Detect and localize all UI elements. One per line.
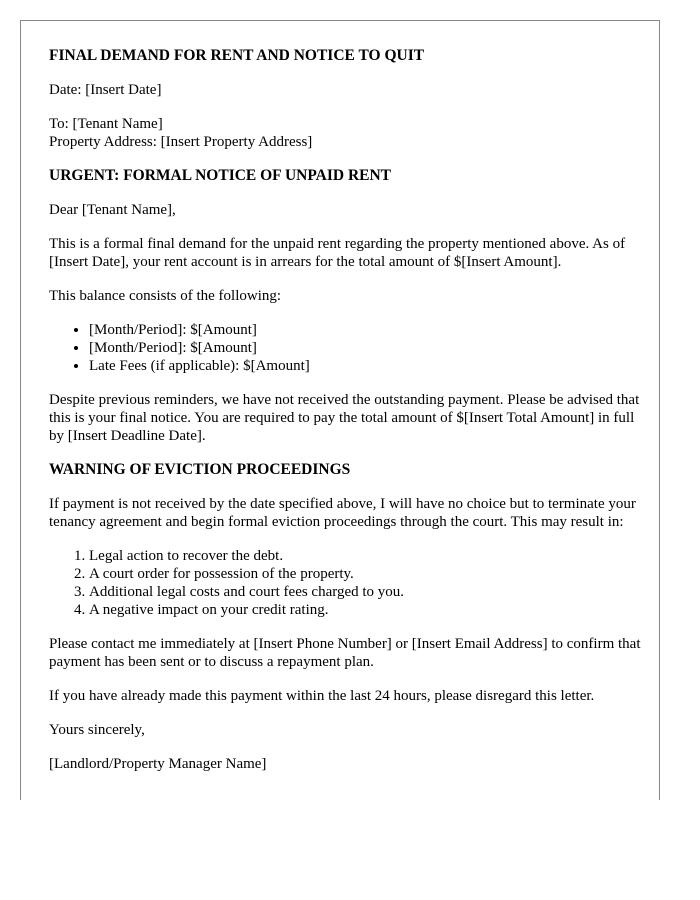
recipient-line: To: [Tenant Name] [49, 116, 163, 132]
letter-page [20, 20, 660, 800]
signature-name: [Landlord/Property Manager Name] [49, 756, 267, 772]
balance-intro: This balance consists of the following: [49, 288, 282, 304]
letter-body [49, 47, 649, 773]
balance-item: • Late Fees (if applicable): $[Amount] [89, 357, 649, 375]
arrears-paragraph: This is a formal final demand for the unpaid rent regarding the property mentioned above. As of [Insert Date], your rent account is in arrears for the total amount of $[Insert Amount]. [49, 236, 626, 270]
final-notice-paragraph: Despite previous reminders, we have not received the outstanding payment. Please be advised that this is your final notice. You are required to pay the total amount of $[Insert Total Amount] in full by [Insert Deadline Date]. [49, 392, 640, 444]
balance-list [49, 321, 649, 375]
date-line: Date: [Insert Date] [49, 82, 162, 98]
balance-item: • [Month/Period]: $[Amount] [89, 339, 649, 357]
salutation: Dear [Tenant Name], [49, 202, 176, 218]
urgent-subheading: URGENT: FORMAL NOTICE OF UNPAID RENT [49, 167, 392, 184]
eviction-warning-heading: WARNING OF EVICTION PROCEEDINGS [49, 461, 351, 478]
contact-paragraph: Please contact me immediately at [Insert Phone Number] or [Insert Email Address] to confirm that payment has been sent or to discuss a repayment plan. [49, 636, 641, 670]
closing: Yours sincerely, [49, 722, 145, 738]
consequence-item: 4. A negative impact on your credit rating. [89, 601, 649, 619]
balance-item: • [Month/Period]: $[Amount] [89, 321, 649, 339]
property-address-line: Property Address: [Insert Property Address] [49, 134, 313, 150]
consequence-item: 3. Additional legal costs and court fees charged to you. [89, 583, 649, 601]
consequences-list [49, 547, 649, 619]
letter-title: FINAL DEMAND FOR RENT AND NOTICE TO QUIT [49, 47, 425, 64]
consequence-item: 1. Legal action to recover the debt. [89, 547, 649, 565]
disregard-paragraph: If you have already made this payment within the last 24 hours, please disregard this letter. [49, 688, 595, 704]
eviction-paragraph: If payment is not received by the date specified above, I will have no choice but to terminate your tenancy agreement and begin formal eviction proceedings through the court. This may result in: [49, 496, 636, 530]
consequence-item: 2. A court order for possession of the property. [89, 565, 649, 583]
